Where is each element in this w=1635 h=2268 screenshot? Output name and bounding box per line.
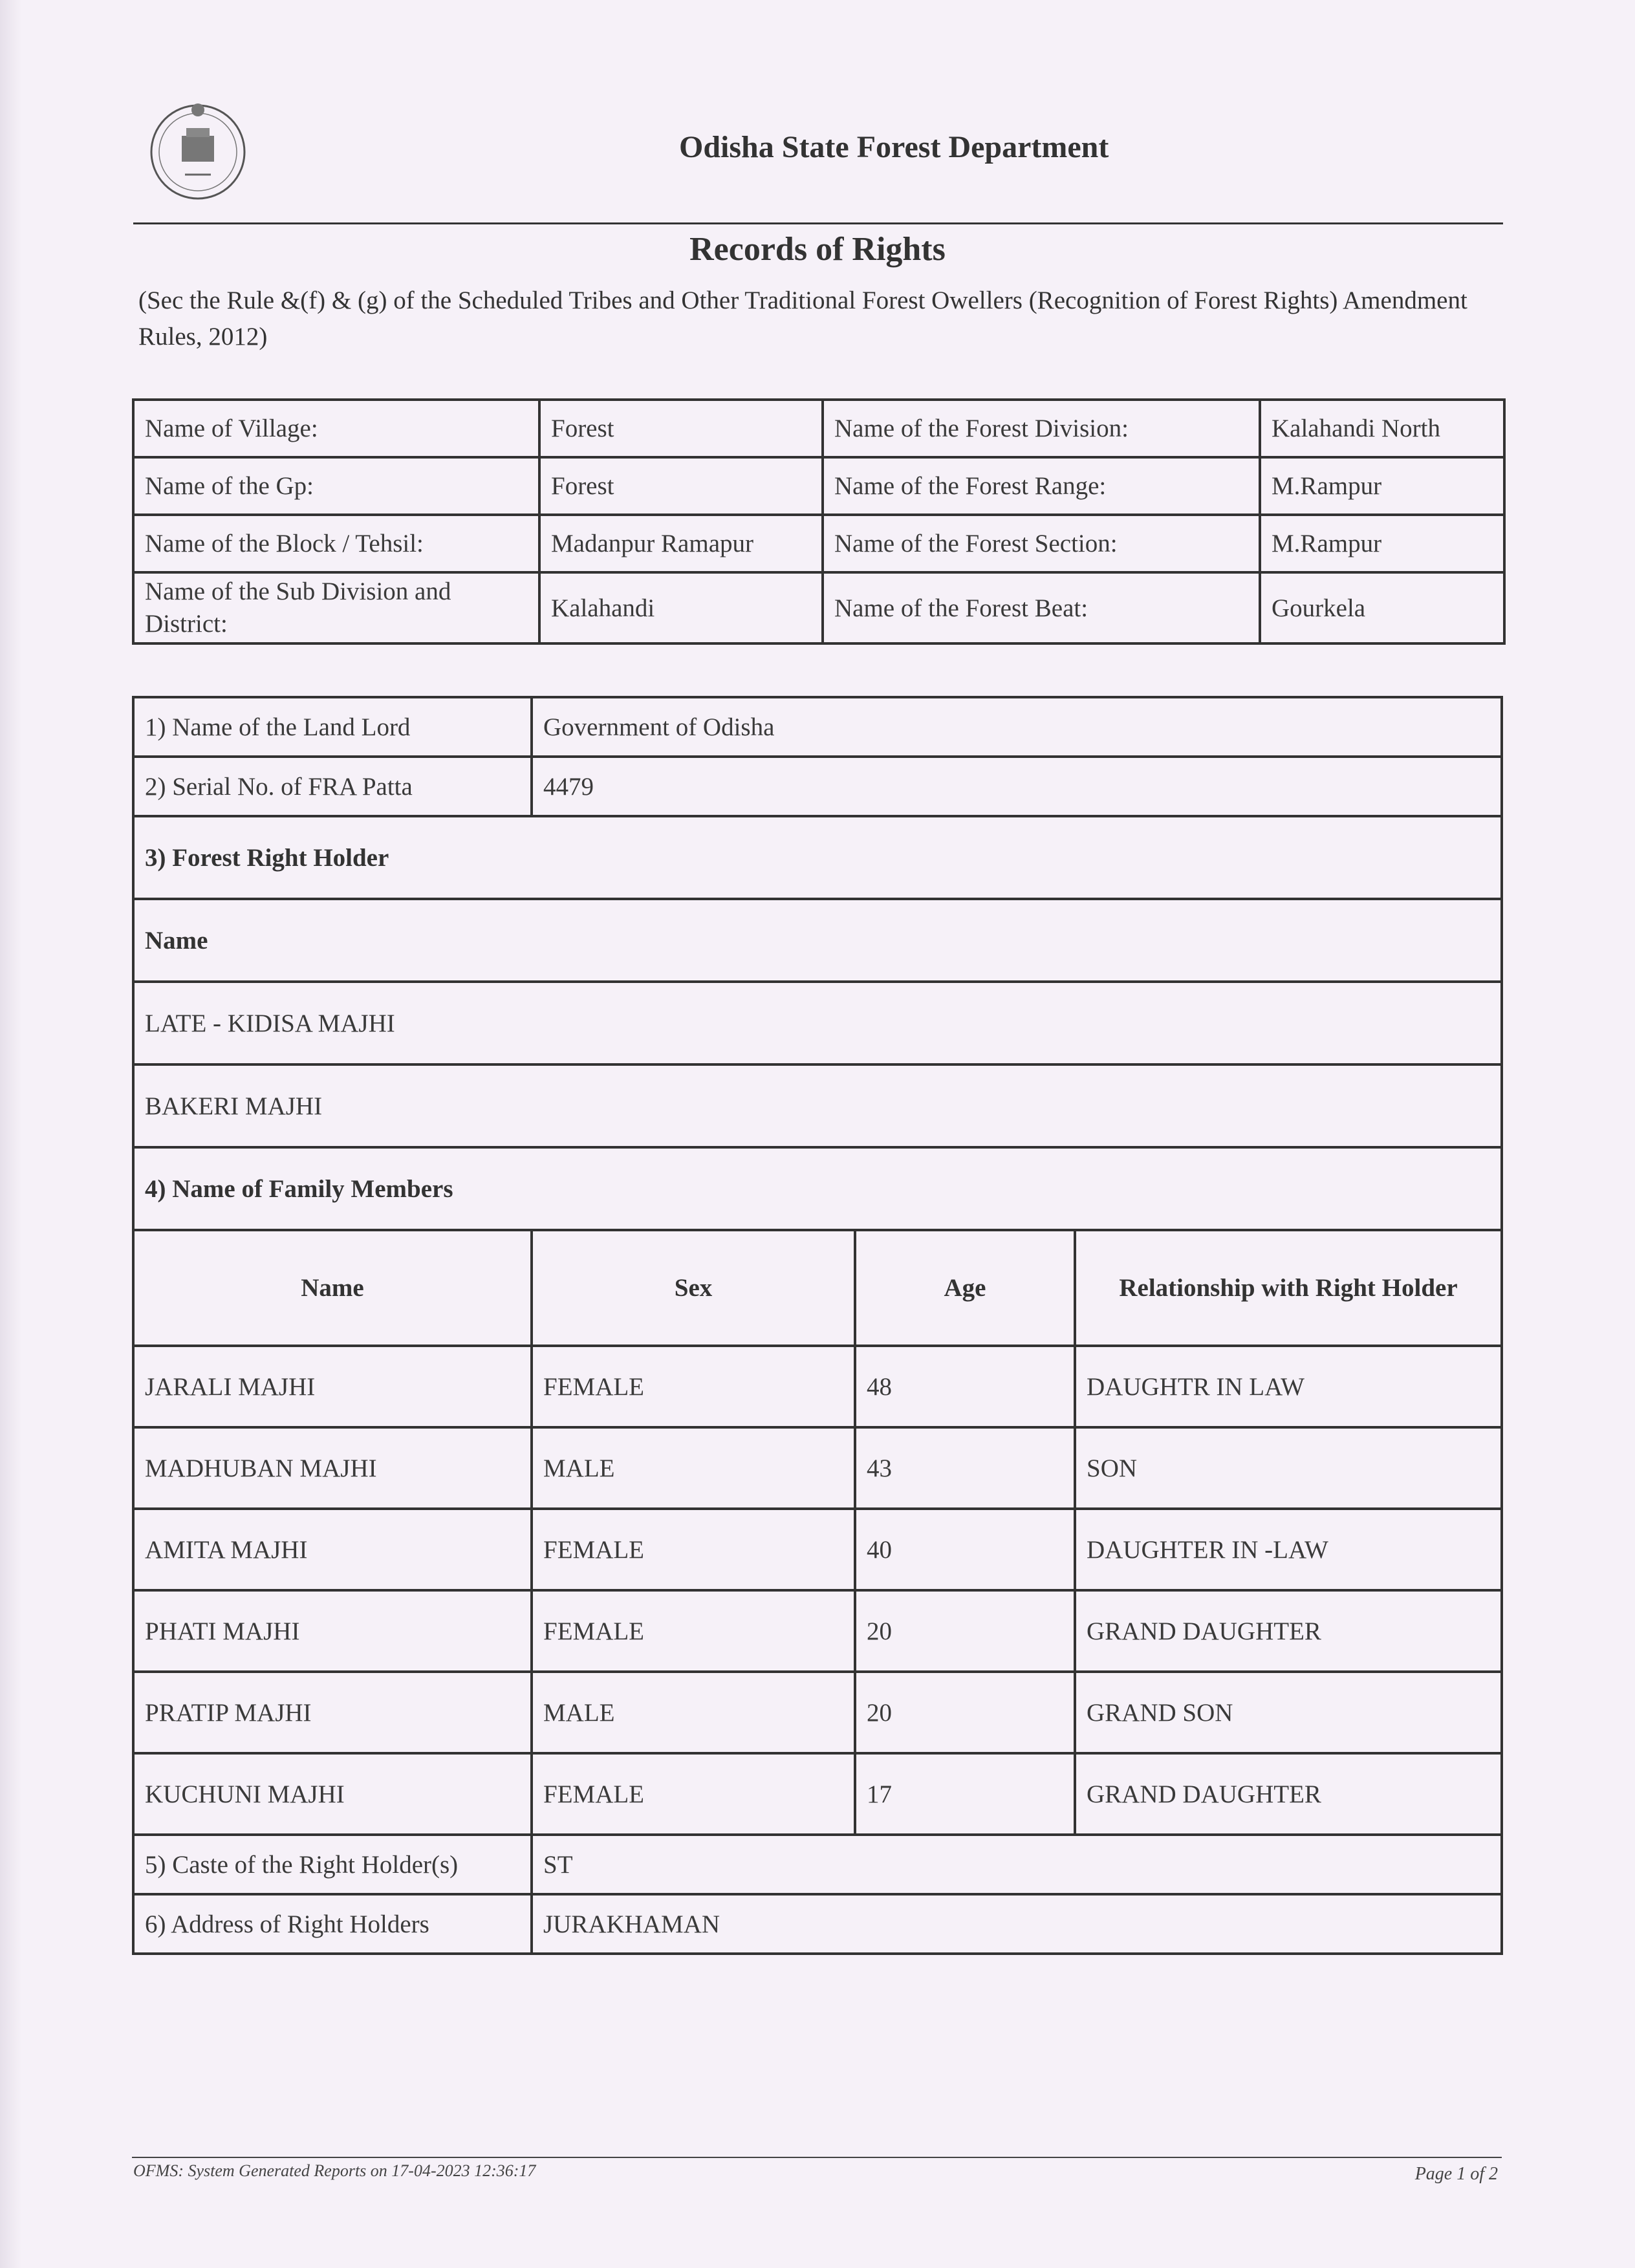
member-sex: FEMALE (532, 1753, 855, 1835)
land-lord-label: 1) Name of the Land Lord (133, 697, 532, 757)
table-row (133, 697, 1502, 757)
land-lord-value: Government of Odisha (532, 697, 1502, 757)
right-holder-name: BAKERI MAJHI (133, 1064, 1502, 1147)
member-age: 40 (855, 1509, 1075, 1590)
forest-division-label: Name of the Forest Division: (823, 400, 1260, 457)
family-name-header: Name (133, 1230, 532, 1346)
member-age: 20 (855, 1672, 1075, 1753)
member-sex: MALE (532, 1672, 855, 1753)
location-table (132, 398, 1506, 645)
table-row (133, 515, 1504, 572)
table-row (133, 572, 1504, 643)
subdivision-label: Name of the Sub Division and District: (133, 572, 539, 643)
serial-label: 2) Serial No. of FRA Patta (133, 757, 532, 816)
table-row (133, 982, 1502, 1064)
family-sex-header: Sex (532, 1230, 855, 1346)
member-relationship: GRAND SON (1075, 1672, 1502, 1753)
member-name: JARALI MAJHI (133, 1346, 532, 1427)
block-value: Madanpur Ramapur (539, 515, 823, 572)
forest-section-label: Name of the Forest Section: (823, 515, 1260, 572)
forest-beat-value: Gourkela (1260, 572, 1504, 643)
footer-page-number: Page 1 of 2 (1414, 2164, 1498, 2184)
table-row (133, 1346, 1502, 1427)
address-value: JURAKHAMAN (532, 1894, 1502, 1954)
member-sex: FEMALE (532, 1346, 855, 1427)
member-sex: MALE (532, 1427, 855, 1509)
member-relationship: DAUGHTR IN LAW (1075, 1346, 1502, 1427)
table-row (133, 1064, 1502, 1147)
family-age-header: Age (855, 1230, 1075, 1346)
member-sex: FEMALE (532, 1590, 855, 1672)
table-row (133, 1427, 1502, 1509)
member-relationship: GRAND DAUGHTER (1075, 1590, 1502, 1672)
member-name: KUCHUNI MAJHI (133, 1753, 532, 1835)
table-row (133, 816, 1502, 899)
document-subtitle: (Sec the Rule &(f) & (g) of the Scheduled Tribes and Other Traditional Forest Owellers (Recognition of Forest Rights) Amendment Rules, 2012) (138, 286, 1467, 351)
forest-division-value: Kalahandi North (1260, 400, 1504, 457)
table-row (133, 1894, 1502, 1954)
serial-value: 4479 (532, 757, 1502, 816)
table-row (133, 1509, 1502, 1590)
table-row (133, 757, 1502, 816)
address-label: 6) Address of Right Holders (133, 1894, 532, 1954)
member-name: MADHUBAN MAJHI (133, 1427, 532, 1509)
gp-value: Forest (539, 457, 823, 515)
forest-range-value: M.Rampur (1260, 457, 1504, 515)
footer-generated-text: OFMS: System Generated Reports on 17-04-2023 12:36:17 (133, 2161, 536, 2180)
member-age: 17 (855, 1753, 1075, 1835)
table-row (133, 1672, 1502, 1753)
forest-section-value: M.Rampur (1260, 515, 1504, 572)
gp-label: Name of the Gp: (133, 457, 539, 515)
caste-value: ST (532, 1835, 1502, 1894)
table-row (133, 1590, 1502, 1672)
village-label: Name of Village: (133, 400, 539, 457)
member-age: 20 (855, 1590, 1075, 1672)
footer-rule (132, 2157, 1502, 2158)
table-row (133, 400, 1504, 457)
forest-beat-label: Name of the Forest Beat: (823, 572, 1260, 643)
table-header-row (133, 1230, 1502, 1346)
department-title: Odisha State Forest Department (679, 130, 1109, 164)
subdivision-value: Kalahandi (539, 572, 823, 643)
family-section: 4) Name of Family Members (133, 1147, 1502, 1230)
table-row (133, 457, 1504, 515)
member-age: 48 (855, 1346, 1075, 1427)
member-name: PRATIP MAJHI (133, 1672, 532, 1753)
right-holder-name: LATE - KIDISA MAJHI (133, 982, 1502, 1064)
table-row (133, 899, 1502, 982)
rights-table (132, 696, 1503, 1955)
table-row (133, 1753, 1502, 1835)
family-relationship-header: Relationship with Right Holder (1075, 1230, 1502, 1346)
odisha-emblem-seal (146, 91, 250, 204)
page-edge (0, 0, 22, 2268)
forest-range-label: Name of the Forest Range: (823, 457, 1260, 515)
table-row (133, 1835, 1502, 1894)
village-value: Forest (539, 400, 823, 457)
member-age: 43 (855, 1427, 1075, 1509)
member-relationship: SON (1075, 1427, 1502, 1509)
member-relationship: DAUGHTER IN -LAW (1075, 1509, 1502, 1590)
right-holder-name-header: Name (133, 899, 1502, 982)
member-sex: FEMALE (532, 1509, 855, 1590)
member-name: AMITA MAJHI (133, 1509, 532, 1590)
right-holder-section: 3) Forest Right Holder (133, 816, 1502, 899)
caste-label: 5) Caste of the Right Holder(s) (133, 1835, 532, 1894)
member-relationship: GRAND DAUGHTER (1075, 1753, 1502, 1835)
header-rule (133, 222, 1503, 224)
block-label: Name of the Block / Tehsil: (133, 515, 539, 572)
document-title: Records of Rights (689, 231, 946, 268)
table-row (133, 1147, 1502, 1230)
member-name: PHATI MAJHI (133, 1590, 532, 1672)
